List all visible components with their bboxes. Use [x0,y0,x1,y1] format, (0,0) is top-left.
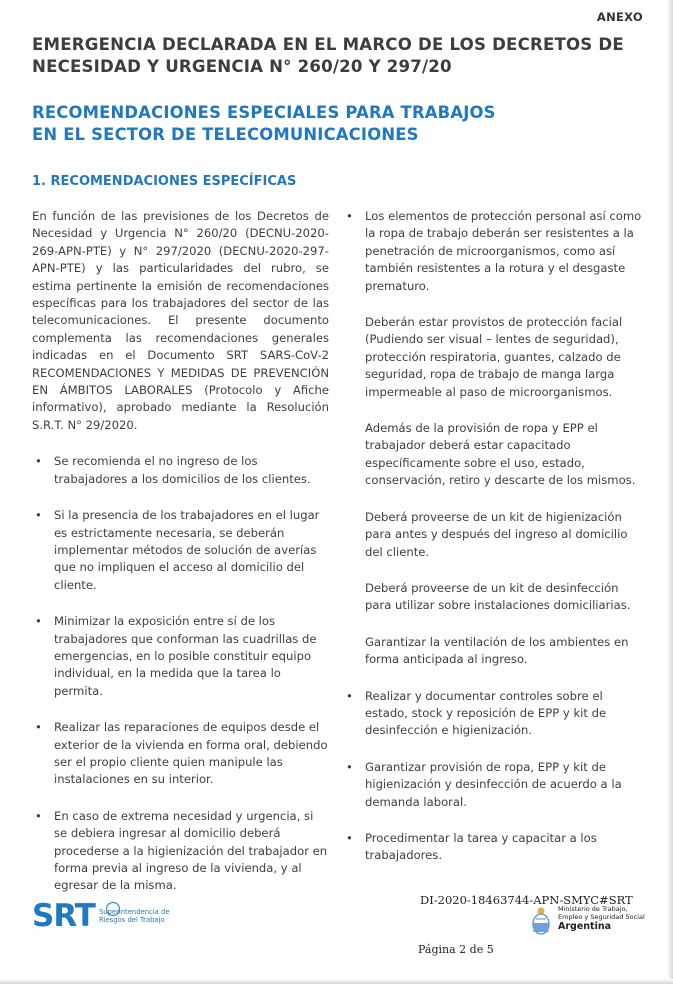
anexo-label: ANEXO [596,10,643,24]
left-column [32,208,329,914]
list-item-text: Si la presencia de los trabajadores en el lugar es estrictamente necesaria, se deberán implementar métodos de solución de averías que no impliquen el acceso al domicilio del cliente. [54,508,320,592]
bullet-icon: • [346,688,353,703]
recommendation-paragraph: Además de la provisión de ropa y EPP el trabajador deberá estar capacitado específicamente sobre el uso, estado, conservación, retiro y descarte de los mismos. [365,421,636,488]
list-item-text: Los elementos de protección personal así como la ropa de trabajo deberán ser resistentes a la penetración de microorganismos, como así también resistentes a la rotura y el desgaste prematuro. [365,209,642,293]
srt-emblem-icon [106,902,120,916]
recommendation-paragraph: Garantizar la ventilación de los ambientes en forma anticipada al ingreso. [365,634,629,667]
page-subtitle [32,102,632,146]
ministry-name-line-1: Ministerio de Trabajo, [558,905,628,913]
list-item [32,507,329,594]
page-title-line-2: NECESIDAD Y URGENCIA N° 260/20 Y 297/20 [32,57,452,76]
recommendation-paragraph: Deberá proveerse de un kit de higienización para antes y después del ingreso al domicilio del cliente. [365,509,628,559]
bullet-icon: • [346,759,353,774]
list-item [346,759,646,811]
ministry-logo [530,906,645,936]
page-subtitle-line-2: EN EL SECTOR DE TELECOMUNICACIONES [32,125,419,144]
page-title-line-1: EMERGENCIA DECLARADA EN EL MARCO DE LOS DECRETOS DE [32,35,624,54]
page-subtitle-line-1: RECOMENDACIONES ESPECIALES PARA TRABAJOS [32,103,496,122]
list-item [346,688,646,740]
ministry-name [558,906,645,933]
bullet-icon: • [346,209,353,223]
list-item-text: Se recomienda el no ingreso de los trabajadores a los domicilios de los clientes. [54,454,311,486]
list-item-text: Minimizar la exposición entre sí de los trabajadores que conforman las cuadrillas de emergencias, en lo posible constituir equipo individual, en la medida que la tarea lo permita. [54,614,317,698]
list-item [32,808,329,895]
ministry-country: Argentina [558,921,612,932]
page-number: Página 2 de 5 [418,943,494,956]
recommendation-paragraph: Deberá proveerse de un kit de desinfección para utilizar sobre instalaciones domiciliarias. [365,580,631,613]
srt-logo-wordmark: SRT [32,898,95,934]
list-item [32,613,329,700]
ministry-name-line-2: Empleo y Seguridad Social [558,912,645,921]
list-item-text: En caso de extrema necesidad y urgencia, si se debiera ingresar al domicilio deberá procederse a la higienización del trabajador en forma previa al ingreso de la vivienda, y al egresar de la misma. [54,808,328,893]
page-edge-shadow [667,0,673,984]
bullet-icon: • [35,720,42,735]
list-item-text: Garantizar provisión de ropa, EPP y kit de higienización y desinfección de acuerdo a la demanda laboral. [365,759,622,809]
list-item-text: Realizar y documentar controles sobre el estado, stock y reposición de EPP y kit de desinfección e higienización. [365,688,607,738]
bullet-icon: • [35,614,42,629]
bullet-icon: • [346,830,353,845]
argentina-coat-of-arms-icon [530,906,552,936]
page-title [32,34,632,78]
page-bottom-shadow [0,979,673,984]
list-item [346,208,646,295]
section-title: 1. RECOMENDACIONES ESPECÍFICAS [32,174,297,189]
list-item-text: Realizar las reparaciones de equipos desde el exterior de la vivienda en forma oral, debiendo ser el propio cliente quien manipule las instalaciones en su interior. [54,720,328,787]
right-column [346,208,646,884]
bullet-icon: • [35,508,42,523]
recommendation-paragraph: Deberán estar provistos de protección facial (Pudiendo ser visual – lentes de seguridad), protección respiratoria, guantes, calzado de seguridad, ropa de trabajo de manga larga impermeable al paso de microorganismos. [365,315,623,399]
srt-logo-subtitle-line-1: Superintendencia de [98,908,170,916]
list-item [346,830,646,865]
list-item-text: Procedimentar la tarea y capacitar a los trabajadores. [365,830,597,863]
list-item [32,453,329,488]
srt-logo [32,900,169,932]
bullet-icon: • [35,808,42,823]
bullet-icon: • [35,454,42,469]
srt-logo-subtitle-line-2: Riesgos del Trabajo [98,916,165,924]
document-id: DI-2020-18463744-APN-SMYC#SRT [420,893,633,907]
list-item [32,719,329,789]
intro-paragraph: En función de las previsiones de los Decretos de Necesidad y Urgencia N° 260/20 (DECNU-2020-269-APN-PTE) y N° 297/2020 (DECNU-2020-297-APN-PTE) y las particularidades del rubro, se estima pertinente la emisión de recomendaciones específicas para los trabajadores del sector de las telecomunicaciones. El presente documento complementa las recomendaciones generales indicadas en el Documento SRT SARS-CoV-2 RECOMENDACIONES Y MEDIDAS DE PREVENCIÓN EN ÁMBITOS LABORALES (Protocolo y Afiche informativo), aprobado mediante la Resolución S.R.T. N° 29/2020. [32,209,329,432]
